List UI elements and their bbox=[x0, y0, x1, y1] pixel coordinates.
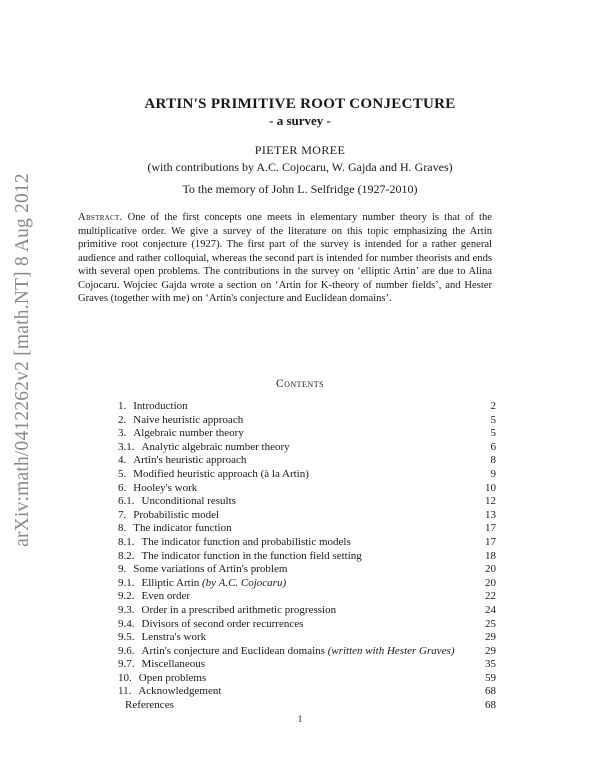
toc-entry-title bbox=[135, 441, 487, 455]
toc-entry-number: 5. bbox=[118, 467, 127, 480]
toc-entry-title bbox=[135, 577, 482, 591]
toc-entry-page: 25 bbox=[485, 617, 496, 630]
toc-entry[interactable] bbox=[118, 577, 496, 591]
toc-entry-title bbox=[118, 699, 481, 713]
toc-entry-number: 2. bbox=[118, 413, 127, 426]
toc-entry[interactable] bbox=[118, 604, 496, 618]
toc-entry-title-text: Artin's conjecture and Euclidean domains bbox=[141, 644, 325, 657]
toc-entry-title-text: Some variations of Artin's problem bbox=[133, 563, 288, 576]
abstract bbox=[78, 211, 492, 306]
toc-entry-number: 6. bbox=[118, 481, 127, 494]
toc-entry-title bbox=[126, 427, 486, 441]
toc-entry-page: 9 bbox=[490, 467, 496, 480]
toc-entry-number: 10. bbox=[118, 671, 132, 684]
toc-entry-title-text: The indicator function and probabilistic models bbox=[141, 535, 351, 548]
author-name: PIETER MOREE bbox=[254, 143, 346, 157]
toc-entry-title-text: Artin's heuristic approach bbox=[133, 454, 247, 467]
toc-entry-title-text: Even order bbox=[141, 590, 191, 603]
dedication: To the memory of John L. Selfridge (1927-2010) bbox=[182, 182, 418, 196]
toc-entry[interactable] bbox=[118, 631, 496, 645]
toc-entry[interactable] bbox=[118, 672, 496, 686]
toc-entry-page: 6 bbox=[490, 440, 496, 453]
toc-entry-title bbox=[126, 454, 486, 468]
toc-entry-page: 68 bbox=[485, 685, 496, 698]
arxiv-stamp bbox=[10, 165, 36, 555]
toc-entry-title-text: Acknowledgement bbox=[138, 685, 222, 698]
toc-entry[interactable] bbox=[118, 550, 496, 564]
toc-entry[interactable] bbox=[118, 509, 496, 523]
toc-entry-title-text: Algebraic number theory bbox=[133, 427, 244, 440]
toc-entry[interactable] bbox=[118, 699, 496, 713]
toc-entry[interactable] bbox=[118, 454, 496, 468]
toc-entry[interactable] bbox=[118, 414, 496, 428]
toc-entry-title bbox=[135, 645, 482, 659]
toc-entry-title-text: Open problems bbox=[138, 671, 207, 684]
toc-entry[interactable] bbox=[118, 618, 496, 632]
toc-entry-number: 7. bbox=[118, 508, 127, 521]
toc-entry-page: 35 bbox=[485, 658, 496, 671]
toc-entry-title bbox=[126, 482, 481, 496]
toc-entry[interactable] bbox=[118, 658, 496, 672]
toc-entry-page: 12 bbox=[485, 495, 496, 508]
toc-entry[interactable] bbox=[118, 536, 496, 550]
toc-entry-title bbox=[126, 509, 481, 523]
toc-entry-page: 17 bbox=[485, 522, 496, 535]
toc-entry-title bbox=[135, 495, 482, 509]
toc-entry-page: 24 bbox=[485, 603, 496, 616]
toc-entry-number: 6.1. bbox=[118, 495, 135, 508]
toc-entry[interactable] bbox=[118, 400, 496, 414]
toc-entry-number: 1. bbox=[118, 400, 127, 412]
toc-entry-title-text: Lenstra's work bbox=[141, 631, 207, 644]
toc-entry[interactable] bbox=[118, 468, 496, 482]
toc-entry-title-text: Divisors of second order recurrences bbox=[141, 617, 304, 630]
toc-entry-title bbox=[135, 658, 482, 672]
toc-entry-number: 9.3. bbox=[118, 603, 135, 616]
toc-entry-title-text: Introduction bbox=[133, 400, 188, 412]
toc-entry-title bbox=[135, 618, 482, 632]
toc-entry-title bbox=[131, 685, 481, 699]
toc-entry-page: 68 bbox=[485, 699, 496, 712]
toc-entry-page: 5 bbox=[490, 427, 496, 440]
toc-entry-number: 9.2. bbox=[118, 590, 135, 603]
toc-entry-title bbox=[126, 468, 486, 482]
toc-entry-page: 59 bbox=[485, 671, 496, 684]
toc-entry-title-text: Elliptic Artin bbox=[141, 576, 200, 589]
toc-entry-page: 22 bbox=[485, 590, 496, 603]
abstract-label: Abstract. bbox=[78, 212, 123, 223]
toc-entry-title-text: Modified heuristic approach (à la Artin) bbox=[133, 467, 309, 480]
paper-subtitle: - a survey - bbox=[269, 113, 331, 128]
toc-entry-title-text: Order in a prescribed arithmetic progression bbox=[141, 603, 337, 616]
toc-entry[interactable] bbox=[118, 522, 496, 536]
toc-entry-page: 2 bbox=[490, 400, 496, 412]
toc-entry-number: 9.1. bbox=[118, 576, 135, 589]
abstract-text: One of the first concepts one meets in elementary number theory is that of the multiplicative order. We give a survey of the literature on this topic emphasizing the Artin primitive root conjecture (1927). The first part of the survey is intended for a rather general audience and rather colloquial, whereas the second part is intended for number theorists and ends with several open problems. The contributions in the survey on ‘elliptic Artin’ are due to Alina Cojocaru. Wojciec Gajda wrote a section on ‘Artin for K-theory of number fields’, and Hester Graves (together with me) on ‘Artin's conjecture and Euclidean domains’. bbox=[78, 212, 492, 304]
toc-entry-title-text: Naive heuristic approach bbox=[133, 413, 244, 426]
arxiv-stamp-text: arXiv:math/0412262v2 [math.NT] 8 Aug 2012 bbox=[12, 173, 33, 547]
toc-entry-number: 11. bbox=[118, 685, 132, 698]
toc-entry-page: 20 bbox=[485, 576, 496, 589]
toc-entry-title bbox=[126, 414, 486, 428]
toc-entry[interactable] bbox=[118, 685, 496, 699]
toc-entry-number: 9.6. bbox=[118, 644, 135, 657]
toc-entry-page: 29 bbox=[485, 631, 496, 644]
toc-entry-number: 8.2. bbox=[118, 549, 135, 562]
toc-entry-title bbox=[135, 536, 482, 550]
toc-entry-contributor: (by A.C. Cojocaru) bbox=[202, 576, 287, 589]
toc-entry-page: 20 bbox=[485, 563, 496, 576]
toc-entry-title bbox=[126, 400, 486, 414]
toc-entry-number: 8.1. bbox=[118, 535, 135, 548]
toc-entry-number: 3.1. bbox=[118, 440, 135, 453]
toc-entry[interactable] bbox=[118, 427, 496, 441]
page-number: 1 bbox=[297, 714, 303, 724]
toc-entry-number: 3. bbox=[118, 427, 127, 440]
toc-entry[interactable] bbox=[118, 590, 496, 604]
toc-entry-title bbox=[132, 672, 481, 686]
toc-entry-number: 9.7. bbox=[118, 658, 135, 671]
toc-entry-page: 13 bbox=[485, 508, 496, 521]
toc-entry[interactable] bbox=[118, 563, 496, 577]
toc-entry-number: 8. bbox=[118, 522, 127, 535]
toc-entry-title bbox=[135, 590, 482, 604]
toc-entry-title-text: References bbox=[125, 699, 174, 712]
toc-entry-title bbox=[135, 604, 482, 618]
toc-entry-number: 9. bbox=[118, 563, 127, 576]
contents-heading: Contents bbox=[275, 378, 325, 390]
toc-entry-title-text: Unconditional results bbox=[141, 495, 236, 508]
paper-title: ARTIN'S PRIMITIVE ROOT CONJECTURE bbox=[144, 96, 456, 112]
toc-entry-number: 4. bbox=[118, 454, 127, 467]
toc-entry-contributor: (written with Hester Graves) bbox=[327, 644, 455, 657]
toc-entry-title bbox=[126, 522, 481, 536]
toc-entry[interactable] bbox=[118, 645, 496, 659]
toc-entry-title-text: Hooley's work bbox=[133, 481, 198, 494]
table-of-contents bbox=[118, 400, 496, 713]
toc-entry[interactable] bbox=[118, 482, 496, 496]
toc-entry-page: 10 bbox=[485, 481, 496, 494]
toc-entry-page: 17 bbox=[485, 535, 496, 548]
toc-entry-title-text: The indicator function in the function field setting bbox=[141, 549, 362, 562]
toc-entry-page: 8 bbox=[490, 454, 496, 467]
toc-entry-title-text: The indicator function bbox=[133, 522, 232, 535]
toc-entry-title bbox=[126, 563, 481, 577]
toc-entry-page: 5 bbox=[490, 413, 496, 426]
toc-entry-page: 29 bbox=[485, 644, 496, 657]
toc-entry-title-text: Analytic algebraic number theory bbox=[141, 440, 290, 453]
toc-entry-title-text: Miscellaneous bbox=[141, 658, 206, 671]
toc-entry-title bbox=[135, 631, 482, 645]
toc-entry[interactable] bbox=[118, 441, 496, 455]
toc-entry[interactable] bbox=[118, 495, 496, 509]
toc-entry-number: 9.5. bbox=[118, 631, 135, 644]
toc-entry-page: 18 bbox=[485, 549, 496, 562]
contributors-line: (with contributions by A.C. Cojocaru, W. Gajda and H. Graves) bbox=[147, 160, 453, 174]
toc-entry-title bbox=[135, 550, 482, 564]
toc-entry-number: 9.4. bbox=[118, 617, 135, 630]
toc-entry-title-text: Probabilistic model bbox=[133, 508, 220, 521]
